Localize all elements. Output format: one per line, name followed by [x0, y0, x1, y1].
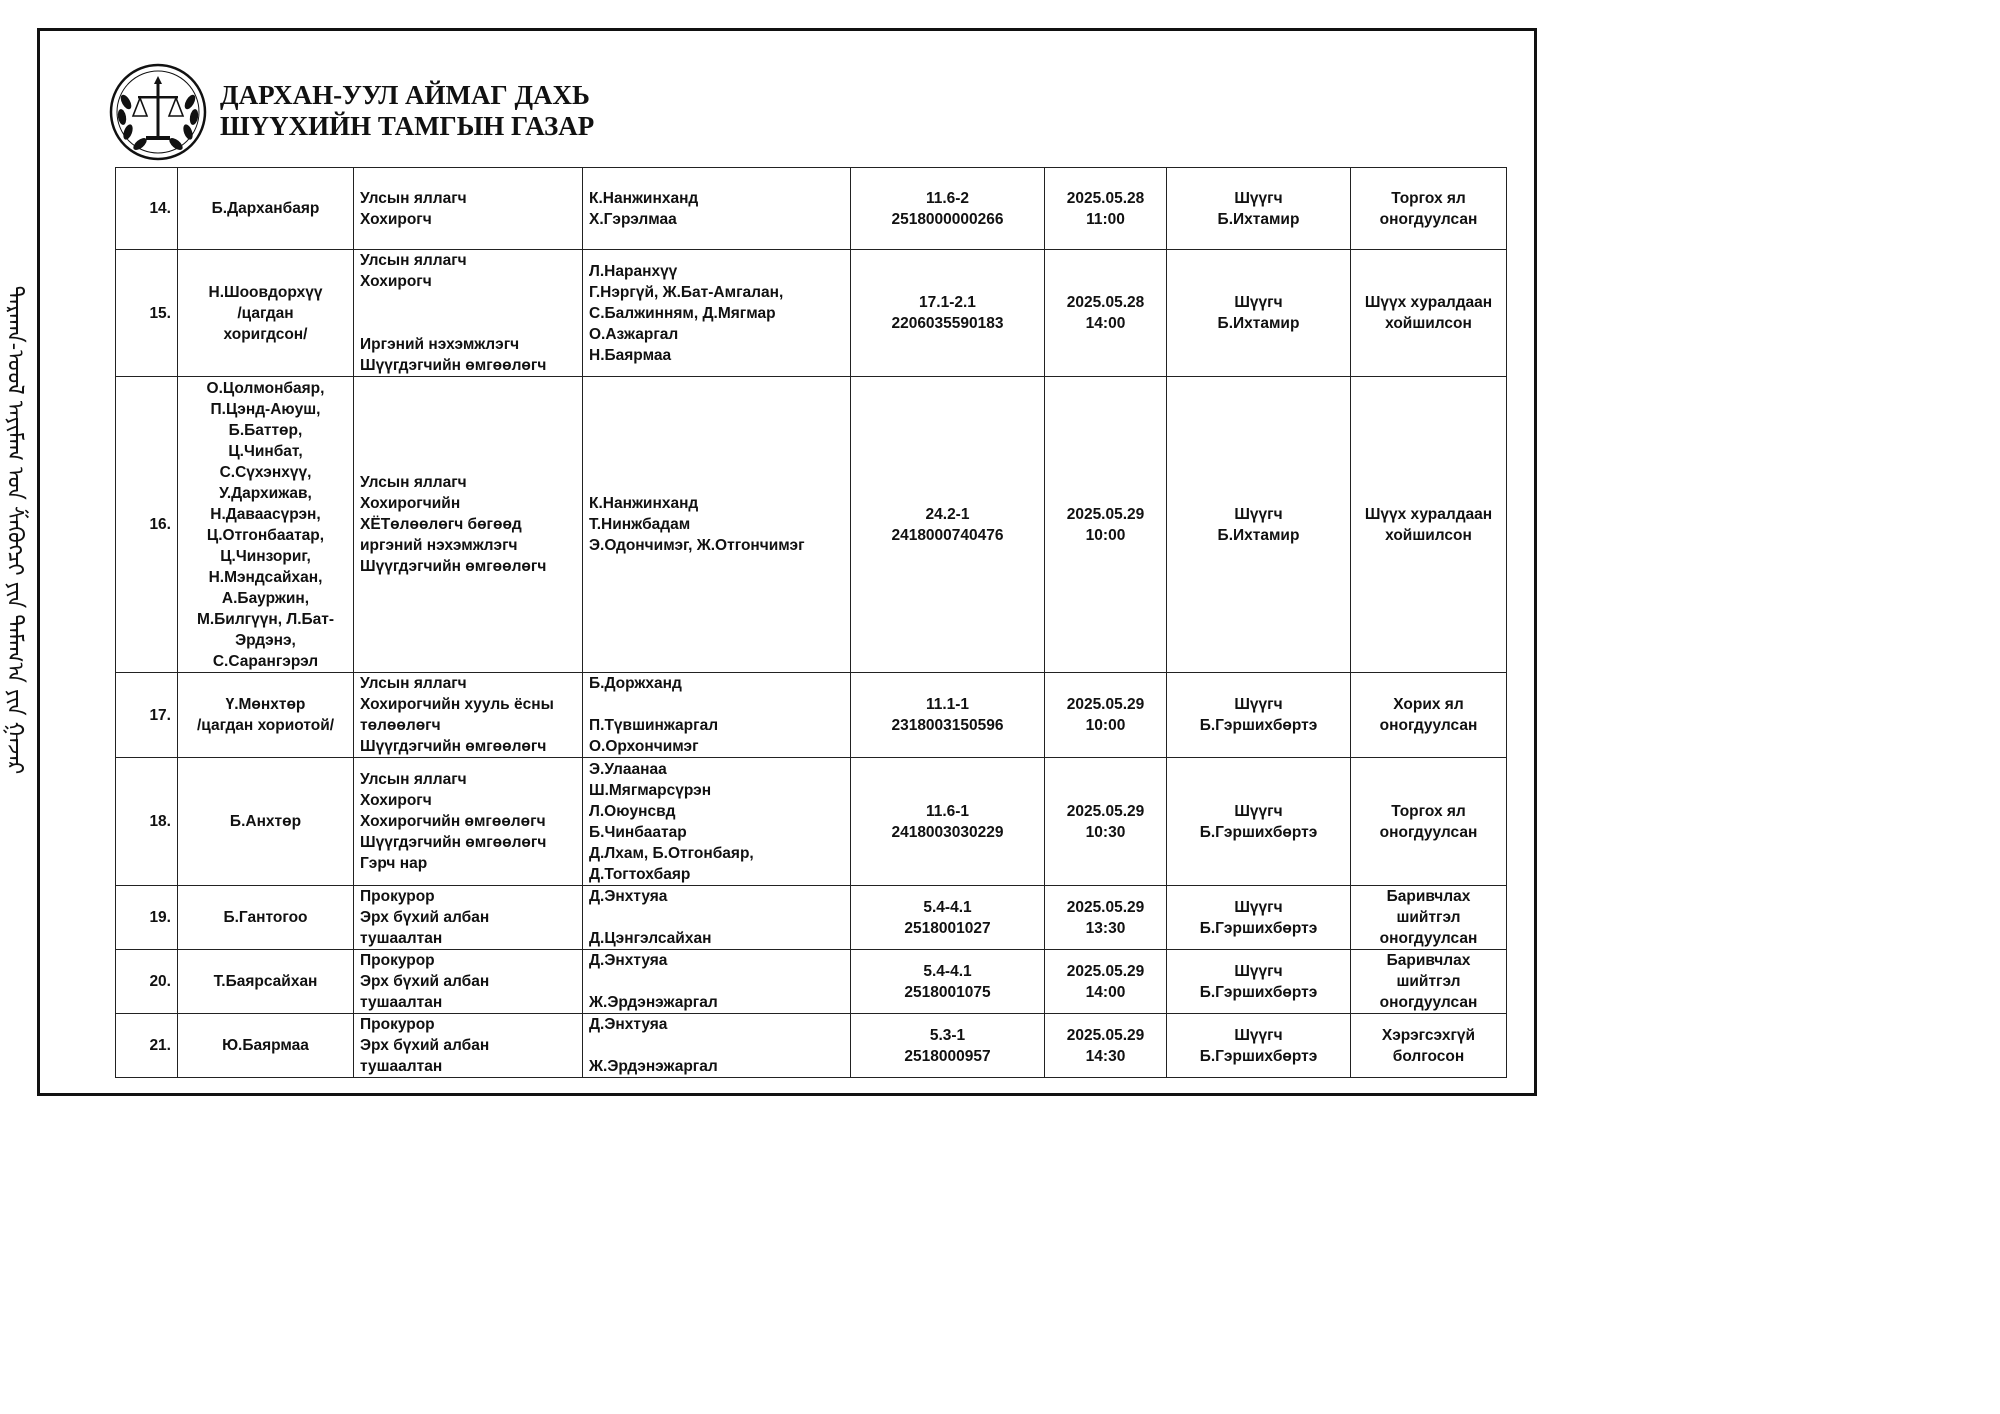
table-row [116, 168, 1507, 250]
case-code-cell [851, 377, 1045, 673]
case-code-cell [851, 950, 1045, 1014]
cell-line [589, 971, 844, 992]
hearing-datetime-cell [1045, 673, 1167, 758]
judge-name: Б.Гэршихбөртэ [1199, 1047, 1318, 1065]
row-number-cell [116, 250, 178, 377]
cell-line: Б.Баттөр, [228, 421, 303, 439]
verdict-status-cell [1351, 886, 1507, 950]
judge-name: Б.Гэршихбөртэ [1199, 823, 1318, 841]
cell-line: Улсын яллагч [360, 771, 467, 788]
article-number: 11.1-1 [925, 696, 970, 713]
judge-title: Шүүгч [1234, 962, 1283, 980]
hearing-datetime-cell [1045, 377, 1167, 673]
judge-cell [1167, 950, 1351, 1014]
row-number: 21. [149, 1037, 171, 1054]
cell-line: /цагдан [237, 304, 294, 322]
participant-roles-cell [354, 250, 583, 377]
row-number: 15. [149, 304, 171, 322]
cell-line: оногдуулсан [1379, 717, 1478, 734]
cell-line: Х.Гэрэлмаа [589, 210, 677, 228]
cell-line: оногдуулсан [1379, 210, 1478, 228]
judge-name: Б.Ихтамир [1217, 526, 1300, 544]
cell-line: Баривчлах [1386, 952, 1471, 969]
hearing-date: 2025.05.28 [1066, 294, 1145, 311]
hearing-date: 2025.05.29 [1066, 696, 1145, 713]
article-number: 5.4-4.1 [923, 898, 972, 916]
cell-line: Хорих ял [1393, 696, 1464, 713]
cell-line: О.Цолмонбаяр, [206, 379, 325, 397]
judge-name: Б.Ихтамир [1217, 315, 1300, 332]
cell-line: шийтгэл [1396, 973, 1461, 990]
cell-line: иргэний нэхэмжлэгч [360, 537, 518, 554]
row-number: 18. [149, 813, 171, 830]
participant-names-cell [583, 168, 851, 250]
cell-line: Э.Улаанаа [589, 760, 667, 778]
cell-line: С.Сарангэрэл [212, 652, 319, 670]
row-number: 17. [149, 706, 171, 724]
table-row [116, 950, 1507, 1014]
cell-line: Л.Наранхүү [589, 262, 678, 280]
article-number: 11.6-2 [925, 189, 970, 207]
case-code-cell [851, 250, 1045, 377]
cell-line: Д.Лхам, Б.Отгонбаяр, [589, 844, 754, 862]
row-number-cell [116, 950, 178, 1014]
cell-line: оногдуулсан [1379, 823, 1478, 841]
cell-line: П.Түвшинжаргал [589, 717, 719, 734]
cell-line: тушаалтан [360, 1058, 443, 1075]
row-number: 19. [149, 909, 171, 926]
cell-line: Ц.Отгонбаатар, [206, 526, 325, 544]
hearing-date: 2025.05.29 [1066, 962, 1145, 980]
judge-name: Б.Гэршихбөртэ [1199, 717, 1318, 734]
defendant-cell [178, 673, 354, 758]
cell-line [589, 1035, 844, 1056]
cell-line: К.Нанжинханд [589, 189, 699, 207]
case-number: 2518001075 [904, 983, 991, 1001]
judge-name: Б.Гэршихбөртэ [1199, 919, 1318, 937]
cell-line: У.Дархижав, [219, 484, 312, 502]
cell-line [589, 907, 844, 928]
judge-name: Б.Гэршихбөртэ [1199, 983, 1318, 1001]
cell-line [589, 694, 844, 715]
participant-names-cell [583, 950, 851, 1014]
cell-line: Д.Энхтуяа [589, 952, 668, 969]
cell-line: Н.Даваасүрэн, [210, 505, 321, 523]
participant-roles-cell [354, 1014, 583, 1078]
row-number: 20. [149, 973, 171, 990]
cell-line: Шүүгдэгчийн өмгөөлөгч [360, 738, 547, 755]
hearing-time: 11:00 [1086, 210, 1125, 228]
cell-line: Ж.Эрдэнэжаргал [589, 1058, 718, 1075]
table-row [116, 886, 1507, 950]
case-number: 2518000000266 [891, 210, 1004, 228]
judge-title: Шүүгч [1234, 189, 1283, 207]
case-number: 2518000957 [904, 1047, 991, 1065]
verdict-status-cell [1351, 758, 1507, 886]
cell-line: Шүүгдэгчийн өмгөөлөгч [360, 357, 547, 374]
case-code-cell [851, 168, 1045, 250]
participant-names-cell [583, 673, 851, 758]
hearing-datetime-cell [1045, 950, 1167, 1014]
cell-line: Ц.Чинзориг, [220, 547, 311, 565]
case-number: 2206035590183 [891, 315, 1004, 332]
cell-line: Хэрэгсэхгүй [1381, 1026, 1476, 1044]
hearing-datetime-cell [1045, 168, 1167, 250]
cell-line: Иргэний нэхэмжлэгч [360, 336, 520, 353]
participant-roles-cell [354, 886, 583, 950]
judge-title: Шүүгч [1234, 294, 1283, 311]
table-row [116, 673, 1507, 758]
judge-cell [1167, 168, 1351, 250]
row-number-cell [116, 758, 178, 886]
cell-line: Прокурор [360, 952, 435, 969]
cell-line: Г.Нэргүй, Ж.Бат-Амгалан, [589, 283, 784, 301]
cell-line: Торгох ял [1391, 802, 1466, 820]
cell-line: тушаалтан [360, 994, 443, 1011]
hearing-date: 2025.05.29 [1066, 802, 1145, 820]
hearing-time: 14:30 [1085, 1047, 1126, 1065]
table-row [116, 250, 1507, 377]
cell-line: Улсын яллагч [360, 189, 467, 207]
cell-line: Н.Баярмаа [589, 346, 672, 364]
cell-line: болгосон [1392, 1047, 1465, 1065]
cell-line: Шүүх хуралдаан [1364, 505, 1493, 523]
cell-line: /цагдан хориотой/ [196, 717, 335, 734]
case-number: 2518001027 [904, 919, 991, 937]
cell-line: Б.Чинбаатар [589, 823, 687, 841]
cell-line: оногдуулсан [1379, 930, 1478, 947]
row-number-cell [116, 886, 178, 950]
cell-line: Хохирогч [360, 792, 432, 809]
cell-line: Прокурор [360, 888, 435, 905]
court-hearing-schedule-table [115, 167, 1507, 1078]
defendant-cell [178, 1014, 354, 1078]
mongolian-script-margin [0, 150, 40, 910]
table-row [116, 1014, 1507, 1078]
cell-line: Ж.Эрдэнэжаргал [589, 994, 718, 1011]
judge-title: Шүүгч [1234, 505, 1283, 523]
judge-title: Шүүгч [1234, 898, 1283, 916]
judge-cell [1167, 377, 1351, 673]
hearing-time: 10:00 [1085, 717, 1126, 734]
hearing-time: 10:30 [1085, 823, 1126, 841]
hearing-date: 2025.05.28 [1066, 189, 1145, 207]
row-number-cell [116, 673, 178, 758]
judge-cell [1167, 250, 1351, 377]
cell-line: Т.Нинжбадам [589, 516, 691, 533]
article-number: 11.6-1 [925, 802, 970, 820]
cell-line: Л.Оюунсвд [589, 802, 676, 820]
cell-line: Шүүгдэгчийн өмгөөлөгч [360, 558, 547, 575]
cell-line: Торгох ял [1391, 189, 1466, 207]
cell-line: оногдуулсан [1379, 994, 1478, 1011]
participant-roles-cell [354, 673, 583, 758]
verdict-status-cell [1351, 377, 1507, 673]
cell-line: Д.Тогтохбаяр [589, 865, 691, 883]
defendant-cell [178, 168, 354, 250]
cell-line: Гэрч нар [360, 855, 428, 872]
case-code-cell [851, 673, 1045, 758]
table-row [116, 377, 1507, 673]
hearing-date: 2025.05.29 [1066, 1026, 1145, 1044]
hearing-datetime-cell [1045, 758, 1167, 886]
participant-roles-cell [354, 168, 583, 250]
row-number-cell [116, 377, 178, 673]
verdict-status-cell [1351, 673, 1507, 758]
cell-line: Эрх бүхий албан [360, 909, 490, 926]
cell-line: А.Бауржин, [221, 589, 310, 607]
cell-line: Хохирогчийн өмгөөлөгч [360, 813, 546, 830]
participant-names-cell [583, 758, 851, 886]
case-number: 2318003150596 [891, 717, 1004, 734]
cell-line [360, 292, 576, 313]
title-line-1: ДАРХАН-УУЛ АЙМАГ ДАХЬ [220, 80, 590, 110]
defendant-cell [178, 250, 354, 377]
hearing-datetime-cell [1045, 886, 1167, 950]
court-emblem-logo [108, 62, 208, 162]
defendant-cell [178, 758, 354, 886]
cell-line: Ц.Чинбат, [228, 442, 303, 460]
cell-line: төлөөлөгч [360, 717, 441, 734]
participant-names-cell [583, 377, 851, 673]
organization-title [220, 80, 594, 142]
hearing-time: 14:00 [1085, 315, 1126, 332]
article-number: 5.4-4.1 [923, 962, 972, 980]
defendant-cell [178, 377, 354, 673]
judge-cell [1167, 886, 1351, 950]
cell-line: Улсын яллагч [360, 474, 467, 491]
cell-line: хойшилсон [1385, 315, 1472, 332]
cell-line: тушаалтан [360, 930, 443, 947]
hearing-time: 10:00 [1085, 526, 1126, 544]
judge-cell [1167, 1014, 1351, 1078]
cell-line: Б.Гантогоо [223, 909, 308, 926]
cell-line: К.Нанжинханд [589, 495, 699, 512]
participant-roles-cell [354, 758, 583, 886]
verdict-status-cell [1351, 1014, 1507, 1078]
judge-title: Шүүгч [1234, 1026, 1283, 1044]
hearing-date: 2025.05.29 [1066, 505, 1145, 523]
vertical-script-text: ᠳᠠᠷᠬᠠᠨ-ᠤᠤᠯ ᠠᠶᠢᠮᠠᠭ ᠤᠨ ᠱᠡᠭᠦᠭᠴᠢ ᠶᠢᠨ ᠲᠠᠮᠠᠭ᠎ᠠ ᠶᠢᠨ ᠭᠠᠵᠠᠷ [3, 285, 28, 775]
cell-line: С.Балжинням, Д.Мягмар [589, 304, 776, 322]
verdict-status-cell [1351, 250, 1507, 377]
cell-line: Ш.Мягмарсүрэн [589, 781, 712, 799]
judge-cell [1167, 758, 1351, 886]
cell-line: Хохирогчийн хууль ёсны [360, 696, 554, 713]
cell-line: Хохирогч [360, 273, 432, 290]
cell-line: Улсын яллагч [360, 252, 467, 269]
cell-line: С.Сүхэнхүү, [219, 463, 312, 481]
cell-line: Б.Доржханд [589, 675, 682, 692]
cell-line: хоригдсон/ [223, 325, 308, 343]
row-number: 16. [149, 516, 171, 533]
cell-line: Улсын яллагч [360, 675, 467, 692]
title-line-2: ШҮҮХИЙН ТАМГЫН ГАЗАР [220, 111, 595, 141]
case-code-cell [851, 1014, 1045, 1078]
case-code-cell [851, 758, 1045, 886]
judge-name: Б.Ихтамир [1217, 210, 1300, 228]
cell-line: О.Азжаргал [589, 325, 679, 343]
participant-names-cell [583, 1014, 851, 1078]
cell-line: О.Орхончимэг [589, 738, 699, 755]
cell-line: М.Билгүүн, Л.Бат- [196, 610, 335, 628]
cell-line: Б.Анхтөр [229, 813, 302, 830]
cell-line: Д.Энхтуяа [589, 1016, 668, 1033]
cell-line: Шүүх хуралдаан [1364, 294, 1493, 311]
cell-line: Ү.Мөнхтөр [225, 696, 306, 713]
cell-line [360, 313, 576, 334]
row-number-cell [116, 168, 178, 250]
hearing-datetime-cell [1045, 250, 1167, 377]
participant-names-cell [583, 250, 851, 377]
cell-line: Ю.Баярмаа [222, 1037, 309, 1054]
article-number: 24.2-1 [925, 505, 970, 523]
hearing-time: 13:30 [1085, 919, 1126, 937]
case-number: 2418003030229 [891, 823, 1004, 841]
cell-line: Шүүгдэгчийн өмгөөлөгч [360, 834, 547, 851]
row-number: 14. [149, 200, 171, 217]
cell-line: Д.Цэнгэлсайхан [589, 930, 712, 947]
cell-line: Э.Одончимэг, Ж.Отгончимэг [589, 537, 805, 554]
verdict-status-cell [1351, 950, 1507, 1014]
article-number: 5.3-1 [929, 1026, 966, 1044]
judge-cell [1167, 673, 1351, 758]
cell-line: Б.Дарханбаяр [211, 200, 320, 217]
judge-title: Шүүгч [1234, 696, 1283, 713]
verdict-status-cell [1351, 168, 1507, 250]
defendant-cell [178, 950, 354, 1014]
cell-line: ХЁТөлөөлөгч бөгөөд [360, 516, 522, 533]
cell-line: Н.Мэндсайхан, [208, 568, 323, 586]
cell-line: Т.Баярсайхан [213, 973, 318, 990]
participant-roles-cell [354, 377, 583, 673]
table-row [116, 758, 1507, 886]
participant-roles-cell [354, 950, 583, 1014]
article-number: 17.1-2.1 [919, 294, 976, 311]
cell-line: Прокурор [360, 1016, 435, 1033]
cell-line: Д.Энхтуяа [589, 888, 668, 905]
cell-line: Хохирогч [360, 210, 432, 228]
judge-title: Шүүгч [1234, 802, 1283, 820]
defendant-cell [178, 886, 354, 950]
case-code-cell [851, 886, 1045, 950]
cell-line: шийтгэл [1396, 909, 1461, 926]
cell-line: П.Цэнд-Аюуш, [210, 400, 321, 418]
hearing-date: 2025.05.29 [1066, 898, 1145, 916]
cell-line: Н.Шоовдорхүү [208, 283, 323, 301]
cell-line: хойшилсон [1385, 526, 1472, 544]
hearing-time: 14:00 [1085, 983, 1126, 1001]
case-number: 2418000740476 [891, 526, 1004, 544]
cell-line: Баривчлах [1386, 888, 1471, 905]
cell-line: Эрдэнэ, [235, 631, 296, 649]
cell-line: Эрх бүхий албан [360, 973, 490, 990]
participant-names-cell [583, 886, 851, 950]
cell-line: Эрх бүхий албан [360, 1037, 490, 1054]
row-number-cell [116, 1014, 178, 1078]
hearing-datetime-cell [1045, 1014, 1167, 1078]
cell-line: Хохирогчийн [360, 495, 461, 512]
